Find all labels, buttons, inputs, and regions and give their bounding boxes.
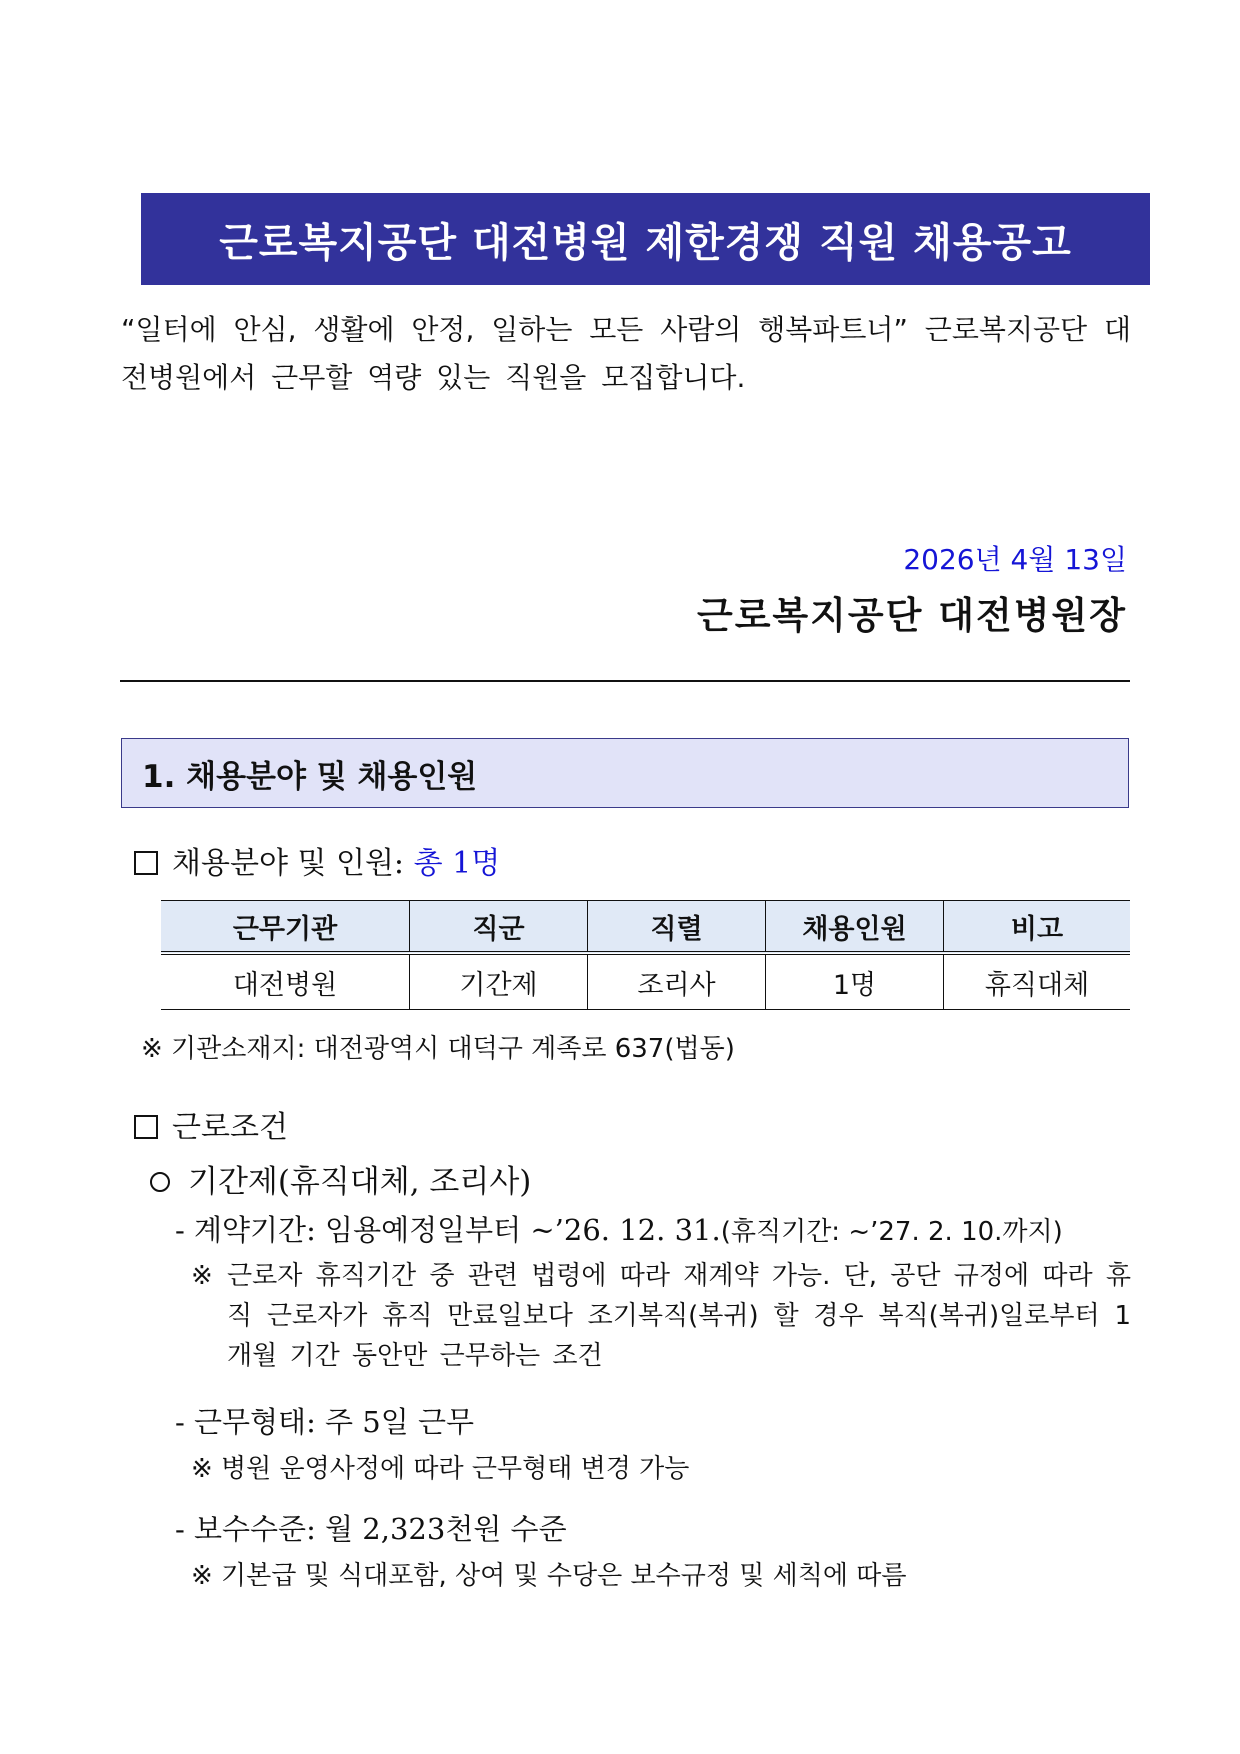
pay-level-item: - 보수수준: 월 2,323천원 수준 xyxy=(175,1512,567,1546)
contract-period-extra: (휴직기간: ~’27. 2. 10.까지) xyxy=(720,1217,1063,1247)
summary-label: 채용분야 및 인원: xyxy=(172,846,405,881)
announcement-date: 2026년 4월 13일 xyxy=(903,543,1127,576)
work-type-item: - 근무형태: 주 5일 근무 xyxy=(175,1405,475,1439)
col-header-job-series: 직렬 xyxy=(588,901,766,954)
section-title: 1. 채용분야 및 채용인원 xyxy=(142,758,478,795)
pay-level-note: ※ 기본급 및 식대포함, 상여 및 수당은 보수규정 및 세칙에 따름 xyxy=(191,1561,907,1591)
circle-bullet-icon xyxy=(150,1172,170,1192)
cell-institution: 대전병원 xyxy=(161,953,410,1010)
intro-paragraph: “일터에 안심, 생활에 안정, 일하는 모든 사람의 행복파트너” 근로복지공단 대전병원에서 근무할 역량 있는 직원을 모집합니다. xyxy=(121,313,1131,394)
contract-period-label: - 계약기간: 임용예정일부터 ~’26. 12. 31. xyxy=(175,1213,721,1247)
recruitment-table xyxy=(161,900,1130,1010)
col-header-job-group: 직군 xyxy=(410,901,588,954)
recruitment-summary xyxy=(134,838,500,882)
cell-job-group: 기간제 xyxy=(410,953,588,1010)
table-header-row xyxy=(161,901,1130,954)
contract-note-text: 근로자 휴직기간 중 관련 법령에 따라 재계약 가능. 단, 공단 규정에 따라 휴직 근로자가 휴직 만료일보다 조기복직(복귀) 할 경우 복직(복귀)일로부터 1개월 기간 동안만 근무하는 조건 xyxy=(227,1261,1131,1371)
contract-note xyxy=(191,1256,1131,1376)
conditions-heading xyxy=(134,1102,288,1146)
location-note: ※ 기관소재지: 대전광역시 대덕구 계족로 637(법동) xyxy=(141,1034,735,1064)
work-type-note: ※ 병원 운영사정에 따라 근무형태 변경 가능 xyxy=(191,1454,690,1484)
contract-period-item xyxy=(175,1208,1063,1249)
conditions-heading-label: 근로조건 xyxy=(172,1110,288,1145)
cell-headcount: 1명 xyxy=(766,953,944,1010)
cell-job-series: 조리사 xyxy=(588,953,766,1010)
square-bullet-icon xyxy=(134,1115,158,1139)
note-mark: ※ xyxy=(191,1261,213,1291)
col-header-headcount: 채용인원 xyxy=(766,901,944,954)
issuing-organization: 근로복지공단 대전병원장 xyxy=(696,594,1127,637)
cell-remarks: 휴직대체 xyxy=(944,953,1131,1010)
col-header-remarks: 비고 xyxy=(944,901,1131,954)
subheading-label: 기간제(휴직대체, 조리사) xyxy=(188,1164,532,1200)
divider xyxy=(120,680,1130,682)
table-row xyxy=(161,953,1130,1010)
conditions-subheading xyxy=(150,1156,531,1201)
page-title: 근로복지공단 대전병원 제한경쟁 직원 채용공고 xyxy=(141,193,1150,285)
col-header-institution: 근무기관 xyxy=(161,901,410,954)
summary-total: 총 1명 xyxy=(413,846,501,881)
section-heading-recruitment xyxy=(121,738,1129,808)
square-bullet-icon xyxy=(134,851,158,875)
